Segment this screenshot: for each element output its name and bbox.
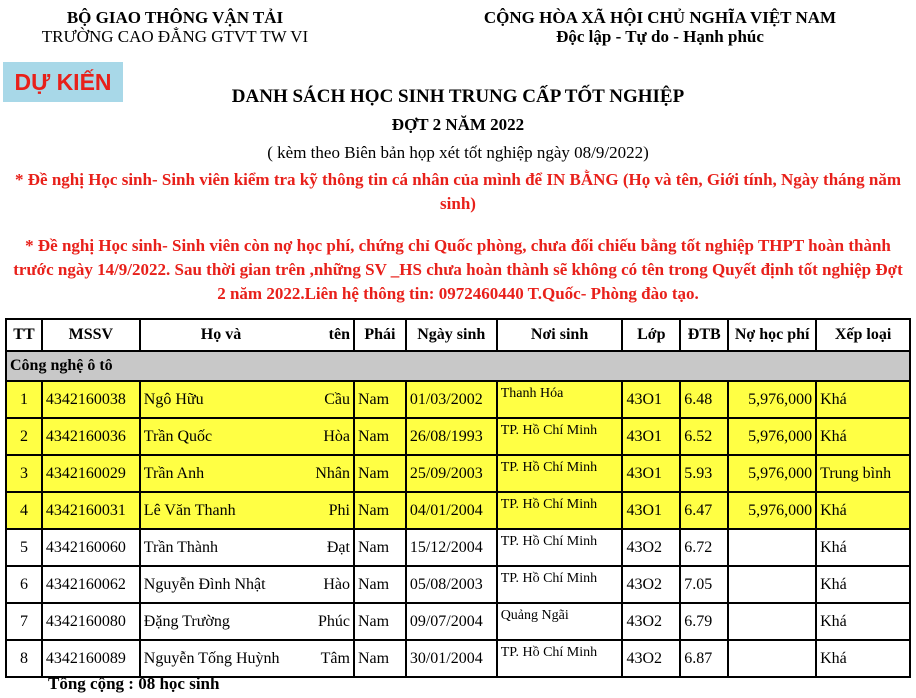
cell-pob: TP. Hồ Chí Minh [497, 640, 623, 677]
given-name: Tâm [320, 649, 350, 667]
cell-class: 43O2 [622, 640, 680, 677]
cell-full-name [140, 640, 354, 677]
table-header-row [6, 319, 910, 351]
ministry-name: BỘ GIAO THÔNG VẬN TẢI [66, 8, 284, 27]
col-full-name [140, 319, 354, 351]
total-count: Tổng cộng : 08 học sinh [48, 674, 220, 693]
family-name: Nguyễn Đình Nhật [143, 575, 266, 593]
given-name: Đạt [326, 538, 350, 556]
cell-gender: Nam [354, 492, 406, 529]
cell-mssv: 4342160036 [42, 418, 140, 455]
col-gender: Phái [354, 319, 406, 351]
col-class: Lớp [622, 319, 680, 351]
cell-gender: Nam [354, 603, 406, 640]
notice-info-check: * Đề nghị Học sinh- Sinh viên kiểm tra kỹ thông tin cá nhân của mình để IN BẰNG (Họ và tên, Giới tính, Ngày tháng năm sinh) [15, 170, 901, 213]
cell-rank: Khá [816, 492, 910, 529]
cell-gpa: 6.87 [680, 640, 728, 677]
cell-dob: 09/07/2004 [406, 603, 497, 640]
given-name: Cầu [324, 390, 350, 408]
cell-full-name [140, 455, 354, 492]
cell-dob: 04/01/2004 [406, 492, 497, 529]
nation-motto: Độc lập - Tự do - Hạnh phúc [556, 27, 764, 46]
cell-pob: TP. Hồ Chí Minh [497, 418, 623, 455]
table-row [6, 381, 910, 418]
cell-tt: 5 [6, 529, 42, 566]
cell-rank: Khá [816, 418, 910, 455]
graduate-table [5, 318, 911, 678]
cell-full-name [140, 381, 354, 418]
table-row [6, 418, 910, 455]
cell-tt: 4 [6, 492, 42, 529]
cell-class: 43O1 [622, 381, 680, 418]
cell-class: 43O2 [622, 529, 680, 566]
cell-class: 43O1 [622, 455, 680, 492]
cell-class: 43O1 [622, 492, 680, 529]
document-title: DANH SÁCH HỌC SINH TRUNG CẤP TỐT NGHIỆP [231, 86, 685, 107]
cell-gpa: 6.52 [680, 418, 728, 455]
cell-gpa: 6.72 [680, 529, 728, 566]
cell-mssv: 4342160038 [42, 381, 140, 418]
cell-mssv: 4342160062 [42, 566, 140, 603]
col-tt: TT [6, 319, 42, 351]
given-name: Hòa [323, 427, 350, 445]
cell-rank: Khá [816, 381, 910, 418]
table-row [6, 492, 910, 529]
cell-gpa: 6.48 [680, 381, 728, 418]
cell-tt: 1 [6, 381, 42, 418]
cell-pob: TP. Hồ Chí Minh [497, 529, 623, 566]
cell-gender: Nam [354, 640, 406, 677]
cell-class: 43O1 [622, 418, 680, 455]
cell-fee-debt [728, 529, 816, 566]
cell-fee-debt [728, 640, 816, 677]
table-row [6, 529, 910, 566]
cell-gpa: 6.79 [680, 603, 728, 640]
draft-stamp: DỰ KIẾN [3, 62, 123, 102]
table-row [6, 603, 910, 640]
col-family-name: Họ và [200, 326, 242, 343]
col-gpa: ĐTB [680, 319, 728, 351]
col-mssv: MSSV [42, 319, 140, 351]
cell-dob: 15/12/2004 [406, 529, 497, 566]
cell-gender: Nam [354, 529, 406, 566]
nation-title: CỘNG HÒA XÃ HỘI CHỦ NGHĨA VIỆT NAM [483, 8, 837, 27]
family-name: Trần Anh [143, 464, 205, 482]
family-name: Lê Văn Thanh [143, 501, 236, 519]
cell-dob: 05/08/2003 [406, 566, 497, 603]
cell-fee-debt [728, 603, 816, 640]
given-name: Phúc [317, 612, 350, 630]
cell-rank: Trung bình [816, 455, 910, 492]
family-name: Ngô Hữu [143, 390, 204, 408]
cell-full-name [140, 566, 354, 603]
given-name: Phi [328, 501, 350, 519]
cell-class: 43O2 [622, 603, 680, 640]
cell-mssv: 4342160029 [42, 455, 140, 492]
cell-fee-debt: 5,976,000 [728, 381, 816, 418]
cell-gender: Nam [354, 566, 406, 603]
cell-rank: Khá [816, 566, 910, 603]
cell-fee-debt: 5,976,000 [728, 492, 816, 529]
cell-rank: Khá [816, 603, 910, 640]
cell-rank: Khá [816, 529, 910, 566]
cell-rank: Khá [816, 640, 910, 677]
col-given-name: tên [328, 326, 350, 343]
table-row [6, 455, 910, 492]
table-row [6, 640, 910, 677]
given-name: Nhân [315, 464, 350, 482]
cell-pob: TP. Hồ Chí Minh [497, 455, 623, 492]
attachment-note: ( kèm theo Biên bản họp xét tốt nghiệp ngày 08/9/2022) [267, 143, 649, 162]
notice-fee-deadline: * Đề nghị Học sinh- Sinh viên còn nợ học phí, chứng chỉ Quốc phòng, chưa đối chiếu bằng tốt nghiệp THPT hoàn thành trước ngày 14/9/2022. Sau thời gian trên ,những SV _HS chưa hoàn thành sẽ không có tên trong Quyết định tốt nghiệp Đợt 2 năm 2022.Liên hệ thông tin: 0972460440 T.Quốc- Phòng đào tạo. [13, 236, 903, 303]
cell-pob: Quảng Ngãi [497, 603, 623, 640]
cell-gpa: 7.05 [680, 566, 728, 603]
cell-fee-debt [728, 566, 816, 603]
cell-full-name [140, 418, 354, 455]
col-pob: Nơi sinh [497, 319, 623, 351]
cell-class: 43O2 [622, 566, 680, 603]
family-name: Đặng Trường [143, 612, 230, 630]
cell-tt: 7 [6, 603, 42, 640]
cell-gender: Nam [354, 381, 406, 418]
cell-mssv: 4342160060 [42, 529, 140, 566]
given-name: Hào [323, 575, 350, 593]
cell-full-name [140, 603, 354, 640]
cell-tt: 8 [6, 640, 42, 677]
cell-dob: 01/03/2002 [406, 381, 497, 418]
cell-dob: 25/09/2003 [406, 455, 497, 492]
cell-mssv: 4342160089 [42, 640, 140, 677]
cell-fee-debt: 5,976,000 [728, 418, 816, 455]
table-row [6, 566, 910, 603]
cell-pob: Thanh Hóa [497, 381, 623, 418]
family-name: Trần Quốc [143, 427, 213, 445]
family-name: Nguyễn Tống Huỳnh [143, 649, 280, 667]
cell-pob: TP. Hồ Chí Minh [497, 492, 623, 529]
cell-gpa: 5.93 [680, 455, 728, 492]
cell-gender: Nam [354, 418, 406, 455]
col-fee-debt: Nợ học phí [728, 319, 816, 351]
group-row [6, 351, 910, 381]
cell-dob: 30/01/2004 [406, 640, 497, 677]
school-name: TRƯỜNG CAO ĐẲNG GTVT TW VI [41, 27, 309, 46]
cell-mssv: 4342160080 [42, 603, 140, 640]
col-dob: Ngày sinh [406, 319, 497, 351]
cell-full-name [140, 529, 354, 566]
document-subtitle: ĐỢT 2 NĂM 2022 [391, 115, 525, 134]
cell-dob: 26/08/1993 [406, 418, 497, 455]
cell-tt: 6 [6, 566, 42, 603]
family-name: Trần Thành [143, 538, 219, 556]
group-label: Công nghệ ô tô [6, 351, 910, 381]
col-rank: Xếp loại [816, 319, 910, 351]
cell-tt: 2 [6, 418, 42, 455]
cell-tt: 3 [6, 455, 42, 492]
cell-gender: Nam [354, 455, 406, 492]
cell-pob: TP. Hồ Chí Minh [497, 566, 623, 603]
cell-full-name [140, 492, 354, 529]
cell-gpa: 6.47 [680, 492, 728, 529]
cell-mssv: 4342160031 [42, 492, 140, 529]
cell-fee-debt: 5,976,000 [728, 455, 816, 492]
